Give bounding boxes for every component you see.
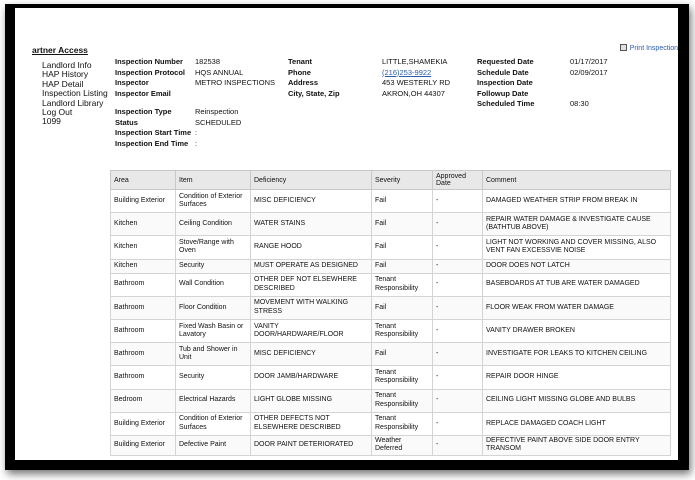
cell-item: Security — [176, 366, 251, 389]
status-label: Status — [115, 117, 138, 127]
address-value: 453 WESTERLY RD — [382, 78, 451, 87]
cell-approved-date: - — [433, 236, 483, 259]
cell-severity: Fail — [372, 213, 433, 236]
cell-deficiency: MISC DEFICIENCY — [251, 190, 372, 213]
table-row — [111, 412, 671, 435]
cell-area: Building Exterior — [111, 435, 176, 455]
col-header-area: Area — [111, 171, 176, 190]
cell-severity: Tenant Responsibility — [372, 366, 433, 389]
table-row — [111, 259, 671, 273]
cell-severity: Tenant Responsibility — [372, 389, 433, 412]
cell-comment: BASEBOARDS AT TUB ARE WATER DAMAGED — [483, 273, 671, 296]
table-row — [111, 190, 671, 213]
table-row — [111, 343, 671, 366]
cell-item: Ceiling Condition — [176, 213, 251, 236]
cell-approved-date: - — [433, 213, 483, 236]
city-state-zip-value: AKRON,OH 44307 — [382, 88, 445, 98]
nav-landlord-info[interactable]: Landlord Info — [42, 60, 92, 70]
cell-area: Building Exterior — [111, 412, 176, 435]
cell-area: Building Exterior — [111, 190, 176, 213]
cell-severity: Tenant Responsibility — [372, 319, 433, 342]
table-row — [111, 273, 671, 296]
inspector-value: METRO INSPECTIONS — [195, 78, 276, 87]
cell-deficiency: MOVEMENT WITH WALKING STRESS — [251, 296, 372, 319]
cell-approved-date: - — [433, 435, 483, 455]
inspection-details-col — [115, 57, 275, 149]
cell-severity: Weather Deferred — [372, 435, 433, 455]
cell-comment: REPLACE DAMAGED COACH LIGHT — [483, 412, 671, 435]
screenshot-frame — [5, 4, 689, 470]
tenant-details-col — [288, 57, 450, 99]
cell-deficiency: LIGHT GLOBE MISSING — [251, 389, 372, 412]
cell-severity: Fail — [372, 343, 433, 366]
schedule-date-value: 02/09/2017 — [570, 67, 608, 77]
cell-item: Wall Condition — [176, 273, 251, 296]
cell-deficiency: MUST OPERATE AS DESIGNED — [251, 259, 372, 273]
city-state-zip-label: City, State, Zip — [288, 88, 340, 98]
start-time-value: : — [195, 128, 198, 137]
cell-item: Condition of Exterior Surfaces — [176, 190, 251, 213]
cell-comment: FLOOR WEAK FROM WATER DAMAGE — [483, 296, 671, 319]
status-value: SCHEDULED — [195, 117, 242, 127]
cell-deficiency: WATER STAINS — [251, 213, 372, 236]
cell-approved-date: - — [433, 366, 483, 389]
cell-item: Security — [176, 259, 251, 273]
phone-label: Phone — [288, 67, 311, 77]
requested-date-label: Requested Date — [477, 57, 534, 66]
cell-severity: Fail — [372, 296, 433, 319]
dates-col — [477, 57, 608, 110]
cell-severity: Fail — [372, 190, 433, 213]
cell-area: Bathroom — [111, 273, 176, 296]
nav-inspection-listing[interactable]: Inspection Listing — [42, 88, 108, 99]
inspection-protocol-label: Inspection Protocol — [115, 67, 186, 77]
col-header-deficiency: Deficiency — [251, 171, 372, 190]
deficiency-table-wrap — [110, 170, 689, 456]
cell-area: Bathroom — [111, 366, 176, 389]
cell-area: Bathroom — [111, 319, 176, 342]
sidebar-nav — [42, 61, 108, 127]
tenant-label: Tenant — [288, 57, 313, 66]
table-row — [111, 435, 671, 455]
cell-item: Condition of Exterior Surfaces — [176, 412, 251, 435]
cell-item: Defective Paint — [176, 435, 251, 455]
inspection-type-value: Reinspection — [195, 107, 239, 116]
nav-landlord-library[interactable]: Landlord Library — [42, 97, 104, 108]
cell-deficiency: OTHER DEFECTS NOT ELSEWHERE DESCRIBED — [251, 412, 372, 435]
col-header-comment: Comment — [483, 171, 671, 190]
printer-icon — [620, 44, 627, 51]
cell-approved-date: - — [433, 273, 483, 296]
cell-deficiency: DOOR PAINT DETERIORATED — [251, 435, 372, 455]
cell-approved-date: - — [433, 343, 483, 366]
inspection-number-label: Inspection Number — [115, 57, 183, 66]
cell-area: Bathroom — [111, 343, 176, 366]
cell-comment: INVESTIGATE FOR LEAKS TO KITCHEN CEILING — [483, 343, 671, 366]
cell-severity: Fail — [372, 236, 433, 259]
cell-comment: CEILING LIGHT MISSING GLOBE AND BULBS — [483, 389, 671, 412]
address-label: Address — [288, 78, 319, 87]
table-row — [111, 319, 671, 342]
inspector-label: Inspector — [115, 78, 149, 87]
table-header-row — [111, 171, 671, 190]
cell-deficiency: VANITY DOOR/HARDWARE/FLOOR — [251, 319, 372, 342]
cell-item: Electrical Hazards — [176, 389, 251, 412]
cell-approved-date: - — [433, 296, 483, 319]
col-header-severity: Severity — [372, 171, 433, 190]
cell-item: Fixed Wash Basin or Lavatory — [176, 319, 251, 342]
cell-approved-date: - — [433, 389, 483, 412]
col-header-approved-date: Approved Date — [433, 171, 483, 190]
inspection-protocol-value: HQS ANNUAL — [195, 67, 244, 77]
cell-comment: VANITY DRAWER BROKEN — [483, 319, 671, 342]
cell-comment: DOOR DOES NOT LATCH — [483, 259, 671, 273]
cell-area: Bedroom — [111, 389, 176, 412]
cell-comment: REPAIR DOOR HINGE — [483, 366, 671, 389]
table-row — [111, 389, 671, 412]
cell-area: Kitchen — [111, 259, 176, 273]
cell-item: Floor Condition — [176, 296, 251, 319]
requested-date-value: 01/17/2017 — [570, 57, 608, 66]
nav-1099[interactable]: 1099 — [42, 116, 61, 127]
cell-severity: Fail — [372, 259, 433, 273]
cell-area: Bathroom — [111, 296, 176, 319]
inspection-type-label: Inspection Type — [115, 107, 172, 116]
page-content — [15, 8, 678, 460]
cell-approved-date: - — [433, 259, 483, 273]
cell-approved-date: - — [433, 319, 483, 342]
table-row — [111, 366, 671, 389]
partner-access-title: artner Access — [32, 45, 88, 55]
tenant-value: LITTLE,SHAMEKIA — [382, 57, 448, 66]
end-time-label: Inspection End Time — [115, 138, 189, 148]
phone-link[interactable]: (216)253-9922 — [382, 67, 432, 77]
cell-item: Tub and Shower in Unit — [176, 343, 251, 366]
followup-date-label: Followup Date — [477, 88, 529, 98]
cell-area: Kitchen — [111, 236, 176, 259]
table-row — [111, 213, 671, 236]
table-row — [111, 236, 671, 259]
scheduled-time-label: Scheduled Time — [477, 99, 535, 108]
cell-area: Kitchen — [111, 213, 176, 236]
inspection-number-value: 182538 — [195, 57, 221, 66]
nav-log-out[interactable]: Log Out — [42, 107, 73, 118]
table-row — [111, 296, 671, 319]
start-time-label: Inspection Start Time — [115, 128, 192, 137]
cell-severity: Tenant Responsibility — [372, 273, 433, 296]
cell-comment: REPAIR WATER DAMAGE & INVESTIGATE CAUSE (BATHTUB ABOVE) — [483, 213, 671, 236]
print-inspection-link[interactable] — [620, 44, 678, 52]
cell-comment: LIGHT NOT WORKING AND COVER MISSING, ALSO VENT FAN EXCESSVIE NOISE — [483, 236, 671, 259]
cell-comment: DEFECTIVE PAINT ABOVE SIDE DOOR ENTRY TRANSOM — [483, 435, 671, 455]
scheduled-time-value: 08:30 — [570, 99, 589, 108]
cell-deficiency: DOOR JAMB/HARDWARE — [251, 366, 372, 389]
nav-hap-detail[interactable]: HAP Detail — [42, 78, 84, 89]
cell-comment: DAMAGED WEATHER STRIP FROM BREAK IN — [483, 190, 671, 213]
end-time-value: : — [195, 138, 198, 148]
cell-deficiency: RANGE HOOD — [251, 236, 372, 259]
schedule-date-label: Schedule Date — [477, 67, 529, 77]
cell-approved-date: - — [433, 190, 483, 213]
inspector-email-label: Inspector Email — [115, 88, 171, 98]
nav-hap-history[interactable]: HAP History — [42, 69, 89, 80]
cell-severity: Tenant Responsibility — [372, 412, 433, 435]
cell-deficiency: MISC DEFICIENCY — [251, 343, 372, 366]
cell-approved-date: - — [433, 412, 483, 435]
cell-deficiency: OTHER DEF NOT ELSEWHERE DESCRIBED — [251, 273, 372, 296]
inspection-date-label: Inspection Date — [477, 78, 533, 87]
print-inspection-label: Print Inspection — [629, 45, 678, 52]
col-header-item: Item — [176, 171, 251, 190]
cell-item: Stove/Range with Oven — [176, 236, 251, 259]
deficiency-table — [110, 170, 671, 456]
